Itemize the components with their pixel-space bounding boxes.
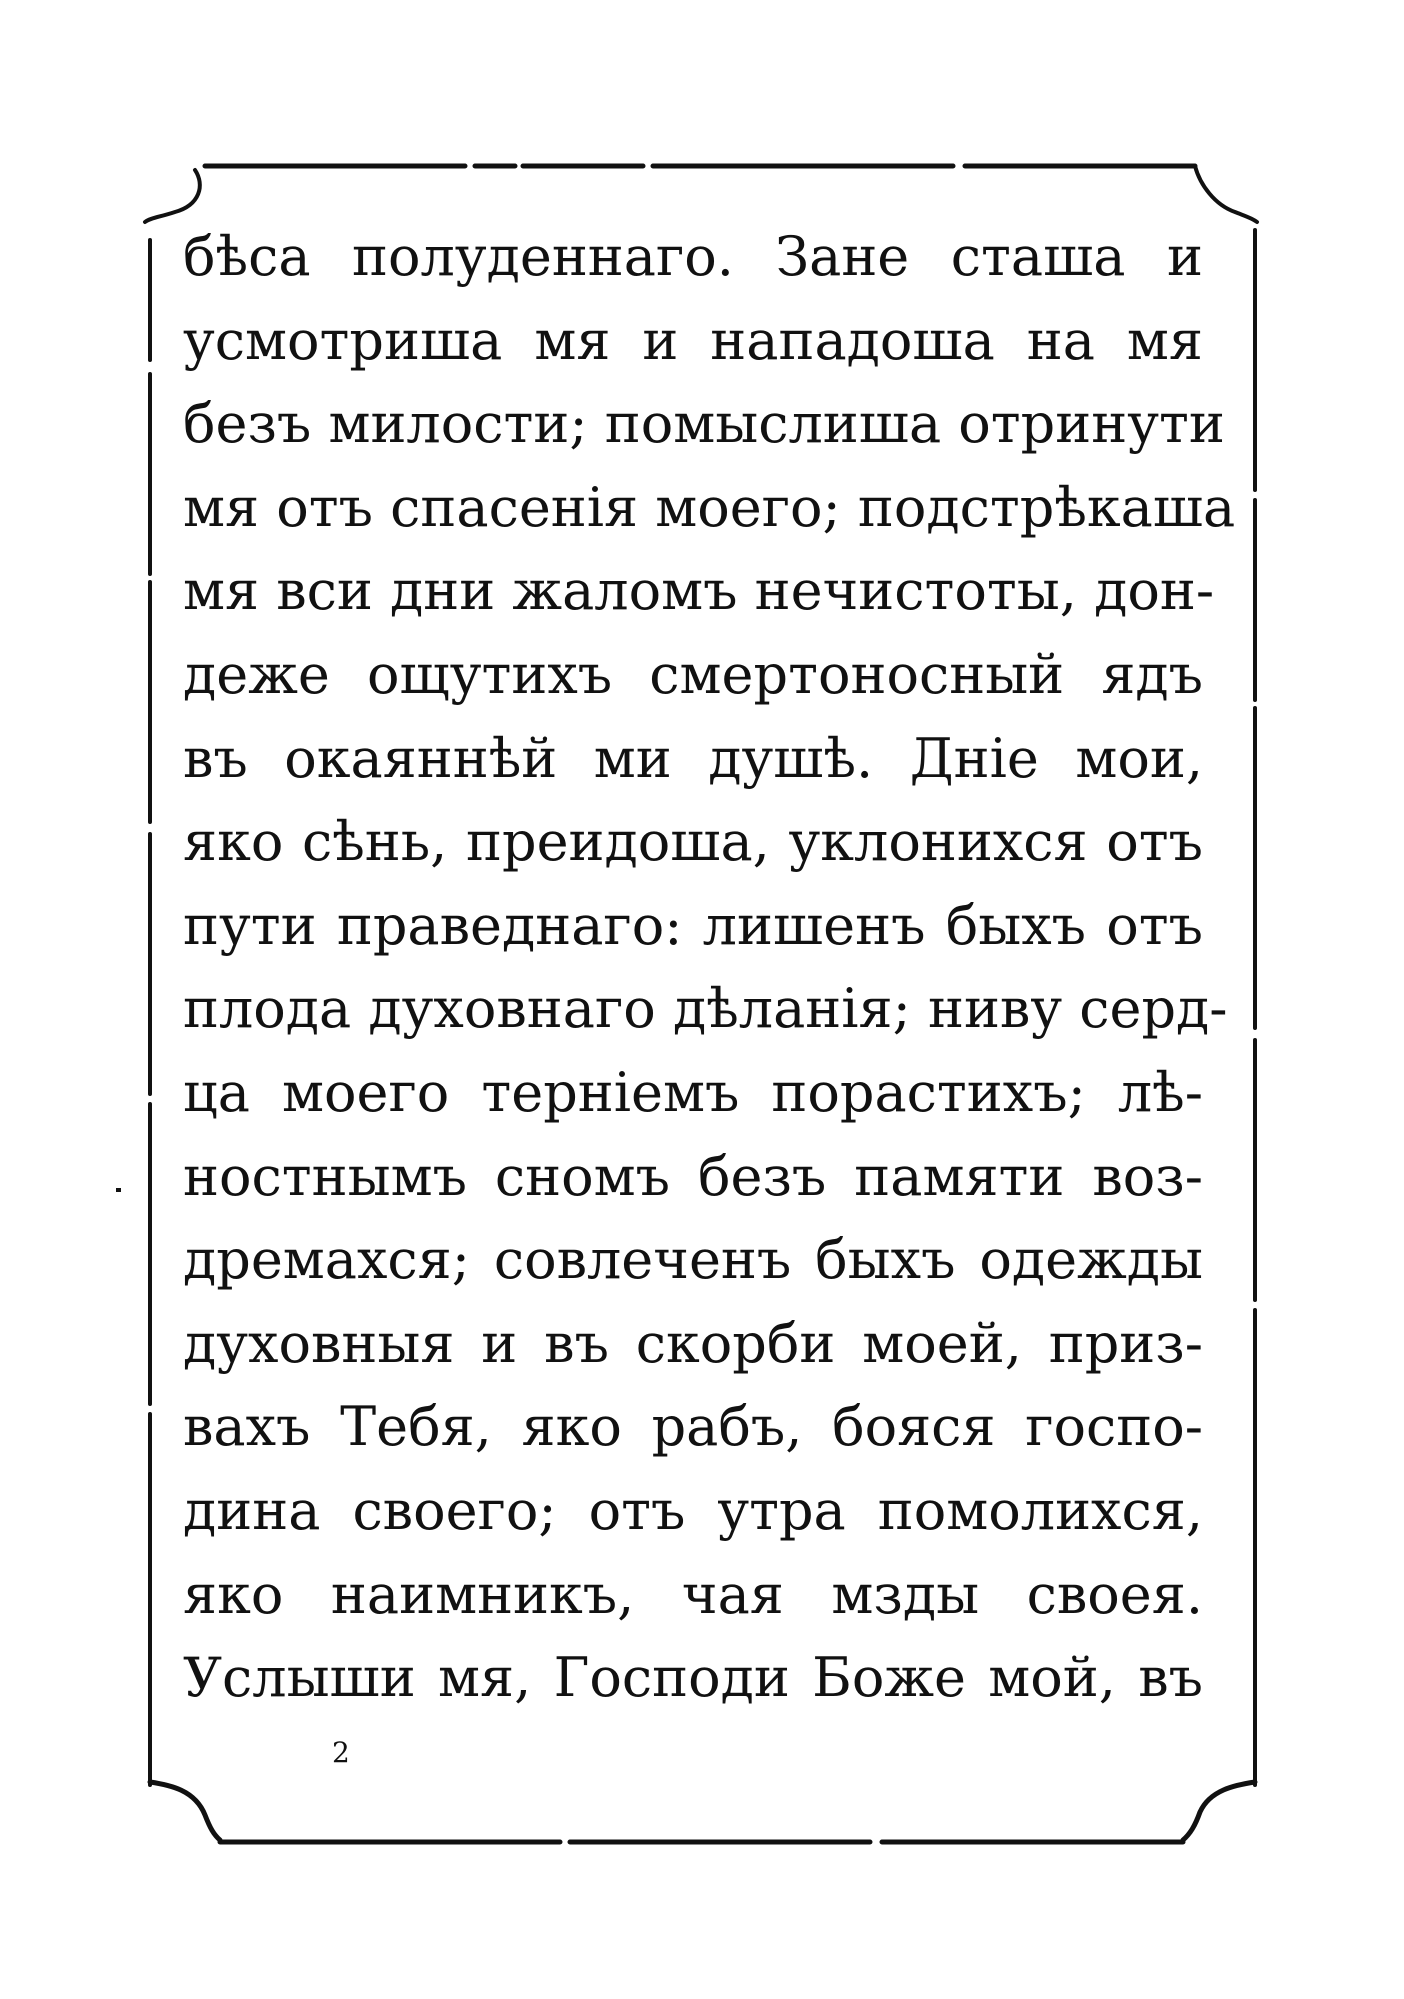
text-line: Услыши мя, Господи Боже мой, въ: [183, 1646, 1203, 1710]
text-line: вахъ Тебя, яко рабъ, бояся госпо-: [183, 1395, 1203, 1459]
text-line: безъ милости; помыслиша отринути: [183, 392, 1225, 456]
text-line: пути праведнаго: лишенъ быхъ отъ: [183, 893, 1203, 957]
bottom-left-corner: [150, 1782, 220, 1840]
top-right-corner: [1195, 166, 1257, 222]
text-line: въ окаяннѣй ми душѣ. Дніе мои,: [183, 726, 1203, 790]
body-text: [183, 215, 1236, 1720]
text-line: яко сѣнь, преидоша, уклонихся отъ: [183, 810, 1203, 874]
text-line: дремахся; совлеченъ быхъ одежды: [183, 1228, 1203, 1292]
text-line: яко наимникъ, чая мзды своея.: [183, 1562, 1203, 1626]
text-line: бѣса полуденнаго. Зане сташа и: [183, 225, 1203, 288]
text-line: мя вси дни жаломъ нечистоты, дон-: [183, 559, 1215, 623]
text-line: дина своего; отъ утра помолихся,: [183, 1478, 1203, 1542]
text-line: плода духовнаго дѣланія; ниву серд-: [183, 977, 1228, 1041]
text-line: деже ощутихъ смертоносный ядъ: [183, 642, 1203, 706]
page-number: 2: [332, 1736, 350, 1769]
text-line: мя отъ спасенія моего; подстрѣкаша: [183, 475, 1236, 539]
text-line: ца моего терніемъ порастихъ; лѣ-: [183, 1060, 1203, 1124]
text-line: ностнымъ сномъ безъ памяти воз-: [183, 1144, 1203, 1208]
print-speck: [116, 1188, 121, 1192]
text-line: усмотриша мя и нападоша на мя: [183, 308, 1203, 372]
text-line: духовныя и въ скорби моей, приз-: [183, 1311, 1203, 1375]
bottom-right-corner: [1183, 1782, 1255, 1840]
